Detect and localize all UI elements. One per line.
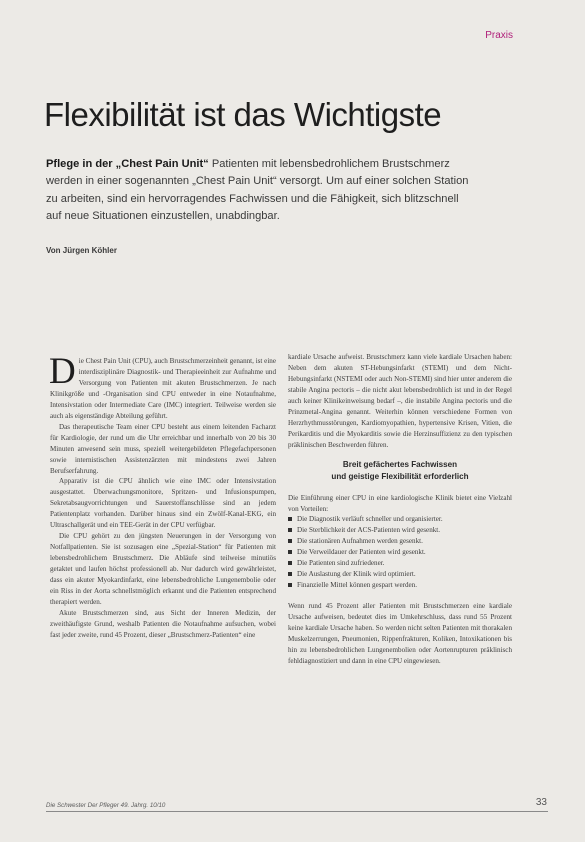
list-item-text: Die Patienten sind zufriedener. bbox=[297, 559, 385, 568]
left-column bbox=[49, 351, 276, 641]
list-item-text: Finanzielle Mittel können gespart werden. bbox=[297, 581, 417, 590]
list-item-text: Die stationären Aufnahmen werden gesenkt. bbox=[297, 537, 423, 546]
list-item bbox=[288, 569, 512, 580]
list-item bbox=[288, 547, 512, 558]
section-label: Praxis bbox=[485, 30, 513, 41]
list-item-text: Die Sterblichkeit der ACS-Patienten wird gesenkt. bbox=[297, 526, 441, 535]
article-title: Flexibilität ist das Wichtigste bbox=[44, 96, 442, 133]
footer-publication: Die Schwester Der Pfleger 49. Jahrg. 10/10 bbox=[46, 802, 166, 809]
subheading bbox=[288, 459, 512, 483]
bullet-square-icon bbox=[288, 561, 292, 565]
subheading-line: und geistige Flexibilität erforderlich bbox=[331, 471, 469, 481]
list-item bbox=[288, 558, 512, 569]
bullet-square-icon bbox=[288, 583, 292, 587]
paragraph bbox=[49, 351, 276, 422]
author-byline: Von Jürgen Köhler bbox=[46, 246, 117, 255]
paragraph: Das therapeutische Team einer CPU besteht aus einem leitenden Facharzt für Kardiologie, der rund um die Uhr erreichbar und innerhalb von 20 bis 30 Minuten anwesend sein muss, speziell weitergebildeten Pflegefachpersonen sowie internistischen Assistenzärzten mit mindestens zwei Jahren Berufserfahrung. bbox=[50, 422, 276, 475]
paragraph: kardiale Ursache aufweist. Brustschmerz kann viele kardiale Ursachen haben: Neben dem akuten ST-Hebungsinfarkt (STEMI) und dem Nicht-Hebungsinfarkt (NSTEMI oder auch Non-STEMI) sind hier unter anderem die stabile Angina pectoris – die nicht akut lebensbedrohlich ist und in der Regel auch keiner Klinikeinweisung bedarf –, die instabile Angina pectoris und die Prinzmetal-Angina genannt. Weiterhin können verschiedene Formen von Herzrhythmusstörungen, Kardiomyopathien, hypertensive Krisen, Vitien, die Perikarditis und die Myokarditis sowie die Herzinsuffizienz zu den typischen präklinischen Beschwerden führen. bbox=[288, 353, 512, 449]
lead-kicker: Pflege in der „Chest Pain Unit“ bbox=[46, 158, 209, 170]
list-item bbox=[288, 525, 512, 536]
list-item bbox=[288, 580, 512, 591]
paragraph: Die Einführung einer CPU in eine kardiologische Klinik bietet eine Vielzahl von Vorteilen: bbox=[288, 493, 512, 513]
spacer bbox=[288, 591, 512, 601]
footer-rule bbox=[46, 811, 548, 812]
list-item bbox=[288, 514, 512, 525]
right-column bbox=[288, 352, 512, 667]
list-item bbox=[288, 536, 512, 547]
bullet-square-icon bbox=[288, 539, 292, 543]
bullet-square-icon bbox=[288, 528, 292, 532]
list-item-text: Die Auslastung der Klinik wird optimiert. bbox=[297, 570, 416, 579]
bullet-square-icon bbox=[288, 517, 292, 521]
advantages-list bbox=[288, 514, 512, 591]
drop-cap: D bbox=[49, 351, 76, 392]
paragraph: Die CPU gehört zu den jüngsten Neuerungen in der Versorgung von Notfallpatienten. Sie ist sozusagen eine „Spezial-Station“ für Patienten mit lebensbedrohlichem Brustschmerz. Die Abläufe sind teilweise minutiös getaktet und laufen höchst professionell ab. Nur dadurch wird gewährleistet, dass ein akuter Myokardinfarkt, eine lebensbedrohliche Lungenembolie oder ein Riss in der Aorta schnellstmöglich erkannt und die Patienten entsprechend therapiert werden. bbox=[50, 532, 276, 606]
list-item-text: Die Verweildauer der Patienten wird gesenkt. bbox=[297, 548, 426, 557]
paragraph: Wenn rund 45 Prozent aller Patienten mit Brustschmerzen eine kardiale Ursache aufweisen, bedeutet dies im Umkehrschluss, dass rund 55 Prozent keine kardiale Ursache haben. So werden nicht selten Patienten mit thorakalen Muskelzerrungen, Pneumonien, Rippenfrakturen, Koliken, Intoxikationen bis hin zu lebensbedrohlichen Lungenembolien oder Aortenrupturen präklinisch fehldiagnostiziert und dann in eine CPU eingewiesen. bbox=[288, 602, 512, 665]
page-number: 33 bbox=[535, 797, 547, 808]
paragraph: Apparativ ist die CPU ähnlich wie eine IMC oder Intensivstation ausgestattet. Überwachungsmonitore, Spritzen- und Infusionspumpen, Sekretabsaugvorrichtungen und Sauerstoffanschlüsse sind an jedem Patientenplatz vorhanden. Darüber hinaus sind ein Zwölf-Kanal-EKG, ein Ultraschallgerät und ein TEE-Gerät in der CPU verfügbar. bbox=[50, 477, 276, 530]
subheading-line: Breit gefächertes Fachwissen bbox=[342, 459, 458, 469]
article-lead bbox=[46, 156, 476, 226]
lead-text: Patienten mit lebensbedrohlichem Brustschmerz werden in einer sogenannten „Chest Pain Unit“ versorgt. Um auf einer solchen Station zu arbeiten, sind ein hervorragendes Fachwissen und die Fähigkeit, sich blitzschnell auf neue Situationen einzustellen, unabdingbar. bbox=[46, 158, 469, 223]
list-item-text: Die Diagnostik verläuft schneller und organisierter. bbox=[297, 515, 443, 524]
bullet-square-icon bbox=[288, 572, 292, 576]
paragraph-text: ie Chest Pain Unit (CPU), auch Brustschmerzeinheit genannt, ist eine interdisziplinäre Diagnostik- und Therapieeinheit zur Aufnahme und Versorgung von Patienten mit akuten Brustschmerzen. Je nach Klinikgröße und -Organisation sind CPU entweder in eine Notaufnahme, Intensivstation oder Intermediate Care (IMC) integriert. Teilweise werden sie auch als eigenständige Abteilung geführt. bbox=[50, 357, 276, 420]
paragraph: Akute Brustschmerzen sind, aus Sicht der Inneren Medizin, der zweithäufigste Grund, weshalb Patienten die Notaufnahme aufsuchen, wobei fast jeder zweite, rund 45 Prozent, dieser „Brustschmerz-Patienten“ eine bbox=[50, 608, 276, 639]
bullet-square-icon bbox=[288, 550, 292, 554]
